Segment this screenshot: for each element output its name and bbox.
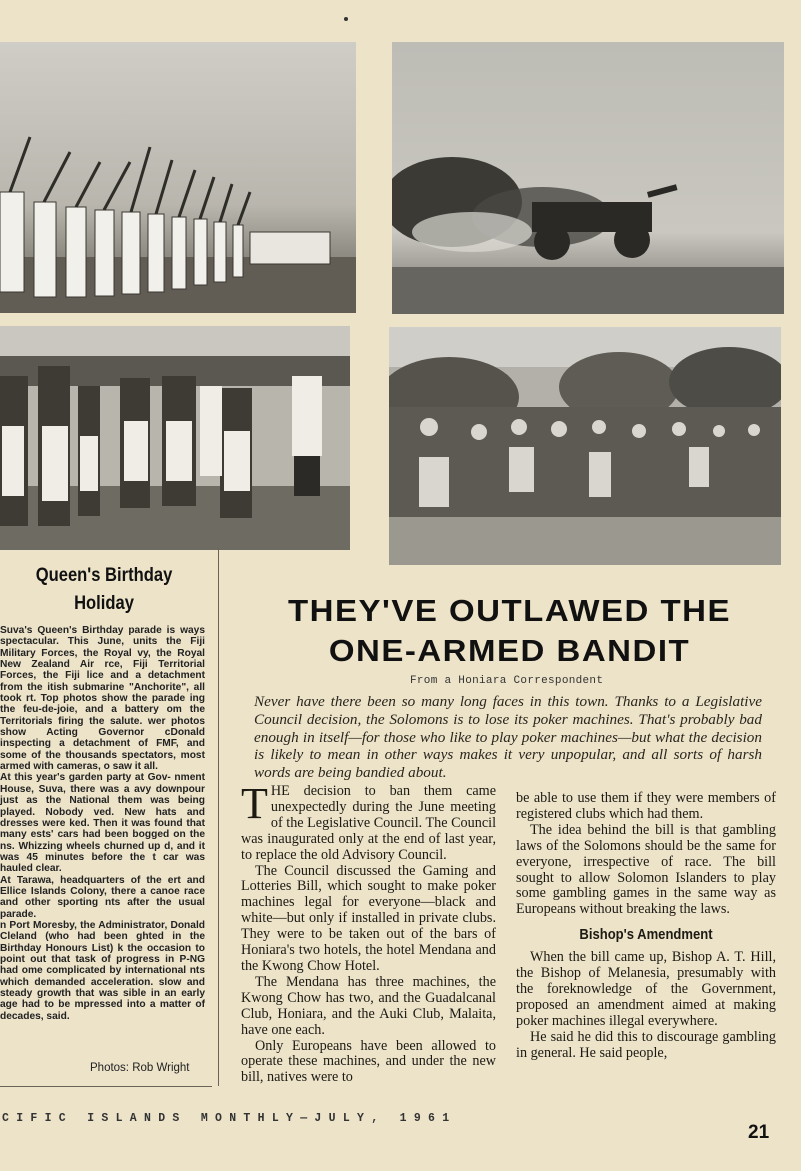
article-paragraph: The Mendana has three machines, the Kwong Chow has two, and the Guadalcanal Club, Honiara, and the Auki Club, Malaita, have one each. — [241, 973, 496, 1038]
sidebar-title-line1: Queen's Birthday — [35, 564, 173, 586]
article-column-2 — [516, 791, 776, 1062]
sidebar-paragraph: n Port Moresby, the Administrator, Donald Cleland (who had been ghted in the Birthday Honours List) k the occasion to point out that task of progress in P-NG had ome complicated by international nts which demanded acceleration. slow and steady growth that was sible in an early age had to be mpressed into a matter of decades, said. — [0, 919, 205, 1022]
sidebar-paragraph: Suva's Queen's Birthday parade is ways spectacular. This June, units the Fiji Military Forces, the Royal vy, the Royal New Zealand Air rce, Fiji Territorial Forces, the Fiji lice and a detachment from the itish submarine "Anchorite", all took rt. Top photos show the parade ing the feu-de-joie, and a battery om the Territorials firing the salute. wer photos show Acting Governor cDonald inspecting a detachment of FMF, and some of the thousands spectators, most armed with cameras, o saw it all. — [0, 625, 205, 773]
sidebar-body — [0, 625, 205, 1022]
photo-battery-firing-salute — [392, 42, 784, 314]
running-footer: CIFIC ISLANDS MONTHLY—JULY, 1961 — [2, 1112, 457, 1125]
photo-parade-feu-de-joie — [0, 42, 356, 313]
article-paragraph: The idea behind the bill is that gambling laws of the Solomons should be the same for everyone, irrespective of race. The bill sought to allow Solomon Islanders to play some gambling games in the same way as Europeans without breaking the laws. — [516, 821, 776, 918]
article-column-1 — [241, 779, 497, 1086]
photo-credit: Photos: Rob Wright — [90, 1062, 190, 1074]
sidebar-bottom-rule — [0, 1086, 212, 1087]
article-paragraph: When the bill came up, Bishop A. T. Hill, the Bishop of Melanesia, presumably with the foreknowledge of the Government, proposed an amendment aimed at making poker machines illegal everywhere. — [516, 949, 776, 1029]
sidebar-paragraph: At Tarawa, headquarters of the ert and Ellice Islands Colony, there a canoe race and other sporting nts after the usual parade. — [0, 874, 205, 920]
page-number: 21 — [748, 1122, 770, 1143]
photo-spectators — [389, 327, 781, 565]
article-paragraph: Only Europeans have been allowed to operate these machines, and under the new bill, natives were to — [241, 1037, 496, 1086]
headline-line1: THEY'VE OUTLAWED THE — [287, 593, 732, 628]
headline-line2: ONE-ARMED BANDIT — [328, 633, 691, 668]
article-paragraph: The Council discussed the Gaming and Lotteries Bill, which sought to make poker machines legal for everyone—black and white—but only if installed in private clubs. They were to be taken out of the bars of Honiara's two hotels, the hotel Mendana and the Kwong Chow Hotel. — [241, 862, 496, 974]
article-paragraph: He said he did this to discourage gambling in general. He said people, — [516, 1028, 776, 1061]
subheading: Bishop's Amendment — [579, 927, 713, 944]
sidebar-paragraph: At this year's garden party at Gov- nment House, Suva, there was a avy downpour just as the National them was being played. Nobody ved. New hats and dresses were ked. Then it was found that many ests' cars had been bogged on the ns. Whizzing wheels churned up d, and it was 45 minutes before the t car was hauled clear. — [0, 772, 205, 875]
ink-speck — [344, 17, 348, 21]
sidebar-divider — [218, 548, 219, 1086]
sidebar-title-line2: Holiday — [74, 592, 134, 614]
photo-governor-inspection — [0, 326, 350, 550]
article-paragraph: be able to use them if they were members of registered clubs which had them. — [516, 790, 776, 822]
article-paragraph: HE decision to ban them came unexpectedly during the June meeting of the Legislative Council. The Council was inaugurated only at the end of last year, to replace the old Advisory Council. — [241, 783, 497, 863]
drop-cap: T — [241, 779, 268, 828]
byline: From a Honiara Correspondent — [410, 675, 604, 687]
article-intro: Never have there been so many long faces in this town. Thanks to a Legislative Council decision, the Solomons is to lose its poker machines. That's probably bad enough in itself—for those who like to play poker machines—but what the decision is likely to mean in other ways makes it very unpopular, and all sorts of harsh words are being bandied about. — [254, 693, 762, 782]
